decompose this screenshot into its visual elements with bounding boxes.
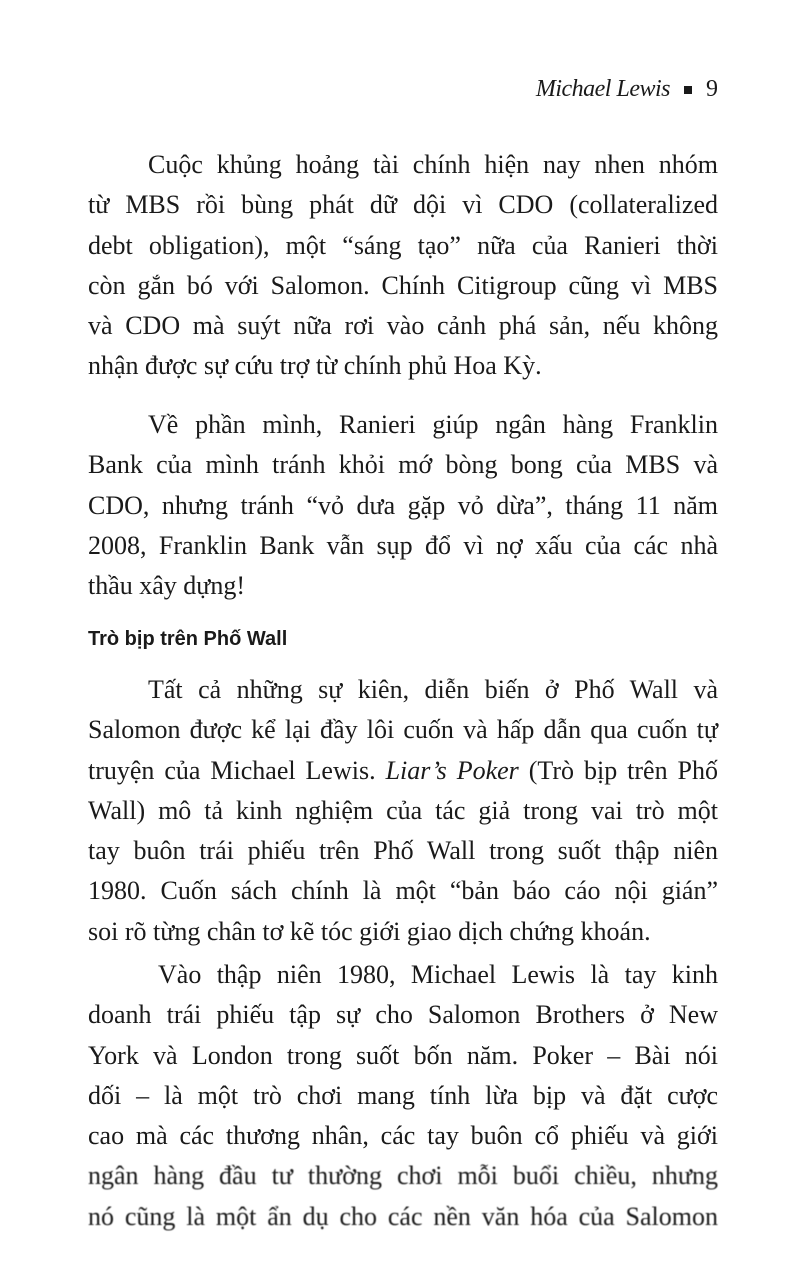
text-line: và CDO mà suýt nữa rơi vào cảnh phá sản, nếu không bbox=[88, 311, 718, 341]
text-line: 2008, Franklin Bank vẫn sụp đổ vì nợ xấu của các nhà bbox=[88, 530, 718, 560]
text-line: nhận được sự cứu trợ từ chính phủ Hoa Kỳ. bbox=[88, 351, 542, 381]
running-head-author: Michael Lewis bbox=[535, 76, 670, 102]
running-head bbox=[536, 76, 718, 103]
text-line: debt obligation), một “sáng tạo” nữa của Ranieri thời bbox=[88, 230, 718, 260]
book-title: Liar’s Poker bbox=[385, 755, 519, 785]
text-line: Cuộc khủng hoảng tài chính hiện nay nhen nhóm bbox=[148, 150, 718, 179]
paragraph-2 bbox=[88, 405, 718, 606]
text-line: ngân hàng đầu tư thường chơi mỗi buổi chiều, nhưng bbox=[88, 1161, 718, 1191]
text-line: Bank của mình tránh khỏi mớ bòng bong của MBS và bbox=[88, 450, 718, 480]
paragraph-3 bbox=[88, 670, 718, 952]
text-line: từ MBS rồi bùng phát dữ dội vì CDO (collateralized bbox=[88, 190, 718, 220]
text-line: dối – là một trò chơi mang tính lừa bịp và đặt cược bbox=[88, 1080, 718, 1110]
text-line: 1980. Cuốn sách chính là một “bản báo cáo nội gián” bbox=[88, 876, 718, 906]
text-line: doanh trái phiếu tập sự cho Salomon Brothers ở New bbox=[88, 1000, 718, 1030]
text-line: tay buôn trái phiếu trên Phố Wall trong suốt thập niên bbox=[88, 836, 718, 866]
page-number: 9 bbox=[706, 76, 718, 102]
text-line: Salomon được kể lại đầy lôi cuốn và hấp dẫn qua cuốn tự bbox=[88, 715, 718, 745]
text-line: Tất cả những sự kiên, diễn biến ở Phố Wall và bbox=[148, 675, 718, 704]
text-segment: truyện của Michael Lewis. bbox=[88, 755, 386, 785]
section-heading: Trò bịp trên Phố Wall bbox=[88, 628, 288, 650]
text-segment: (Trò bịp trên Phố bbox=[518, 755, 719, 785]
text-line: nó cũng là một ẩn dụ cho các nền văn hóa của Salomon bbox=[88, 1201, 718, 1231]
text-line: thầu xây dựng! bbox=[88, 571, 246, 601]
paragraph-1 bbox=[88, 145, 718, 387]
text-line-with-title bbox=[88, 751, 718, 791]
text-line: soi rõ từng chân tơ kẽ tóc giới giao dịch chứng khoán. bbox=[88, 916, 651, 946]
text-line: cao mà các thương nhân, các tay buôn cổ phiếu và giới bbox=[88, 1121, 718, 1151]
text-line: Về phần mình, Ranieri giúp ngân hàng Franklin bbox=[148, 410, 718, 439]
paragraph-4 bbox=[88, 955, 718, 1237]
text-line: còn gắn bó với Salomon. Chính Citigroup cũng vì MBS bbox=[88, 270, 718, 300]
text-line: Vào thập niên 1980, Michael Lewis là tay kinh bbox=[158, 960, 718, 989]
separator-square-icon bbox=[684, 86, 692, 94]
text-line: York và London trong suốt bốn năm. Poker – Bài nói bbox=[88, 1040, 718, 1070]
text-line: CDO, nhưng tránh “vỏ dưa gặp vỏ dừa”, tháng 11 năm bbox=[88, 490, 718, 520]
text-line: Wall) mô tả kinh nghiệm của tác giả trong vai trò một bbox=[88, 795, 718, 825]
